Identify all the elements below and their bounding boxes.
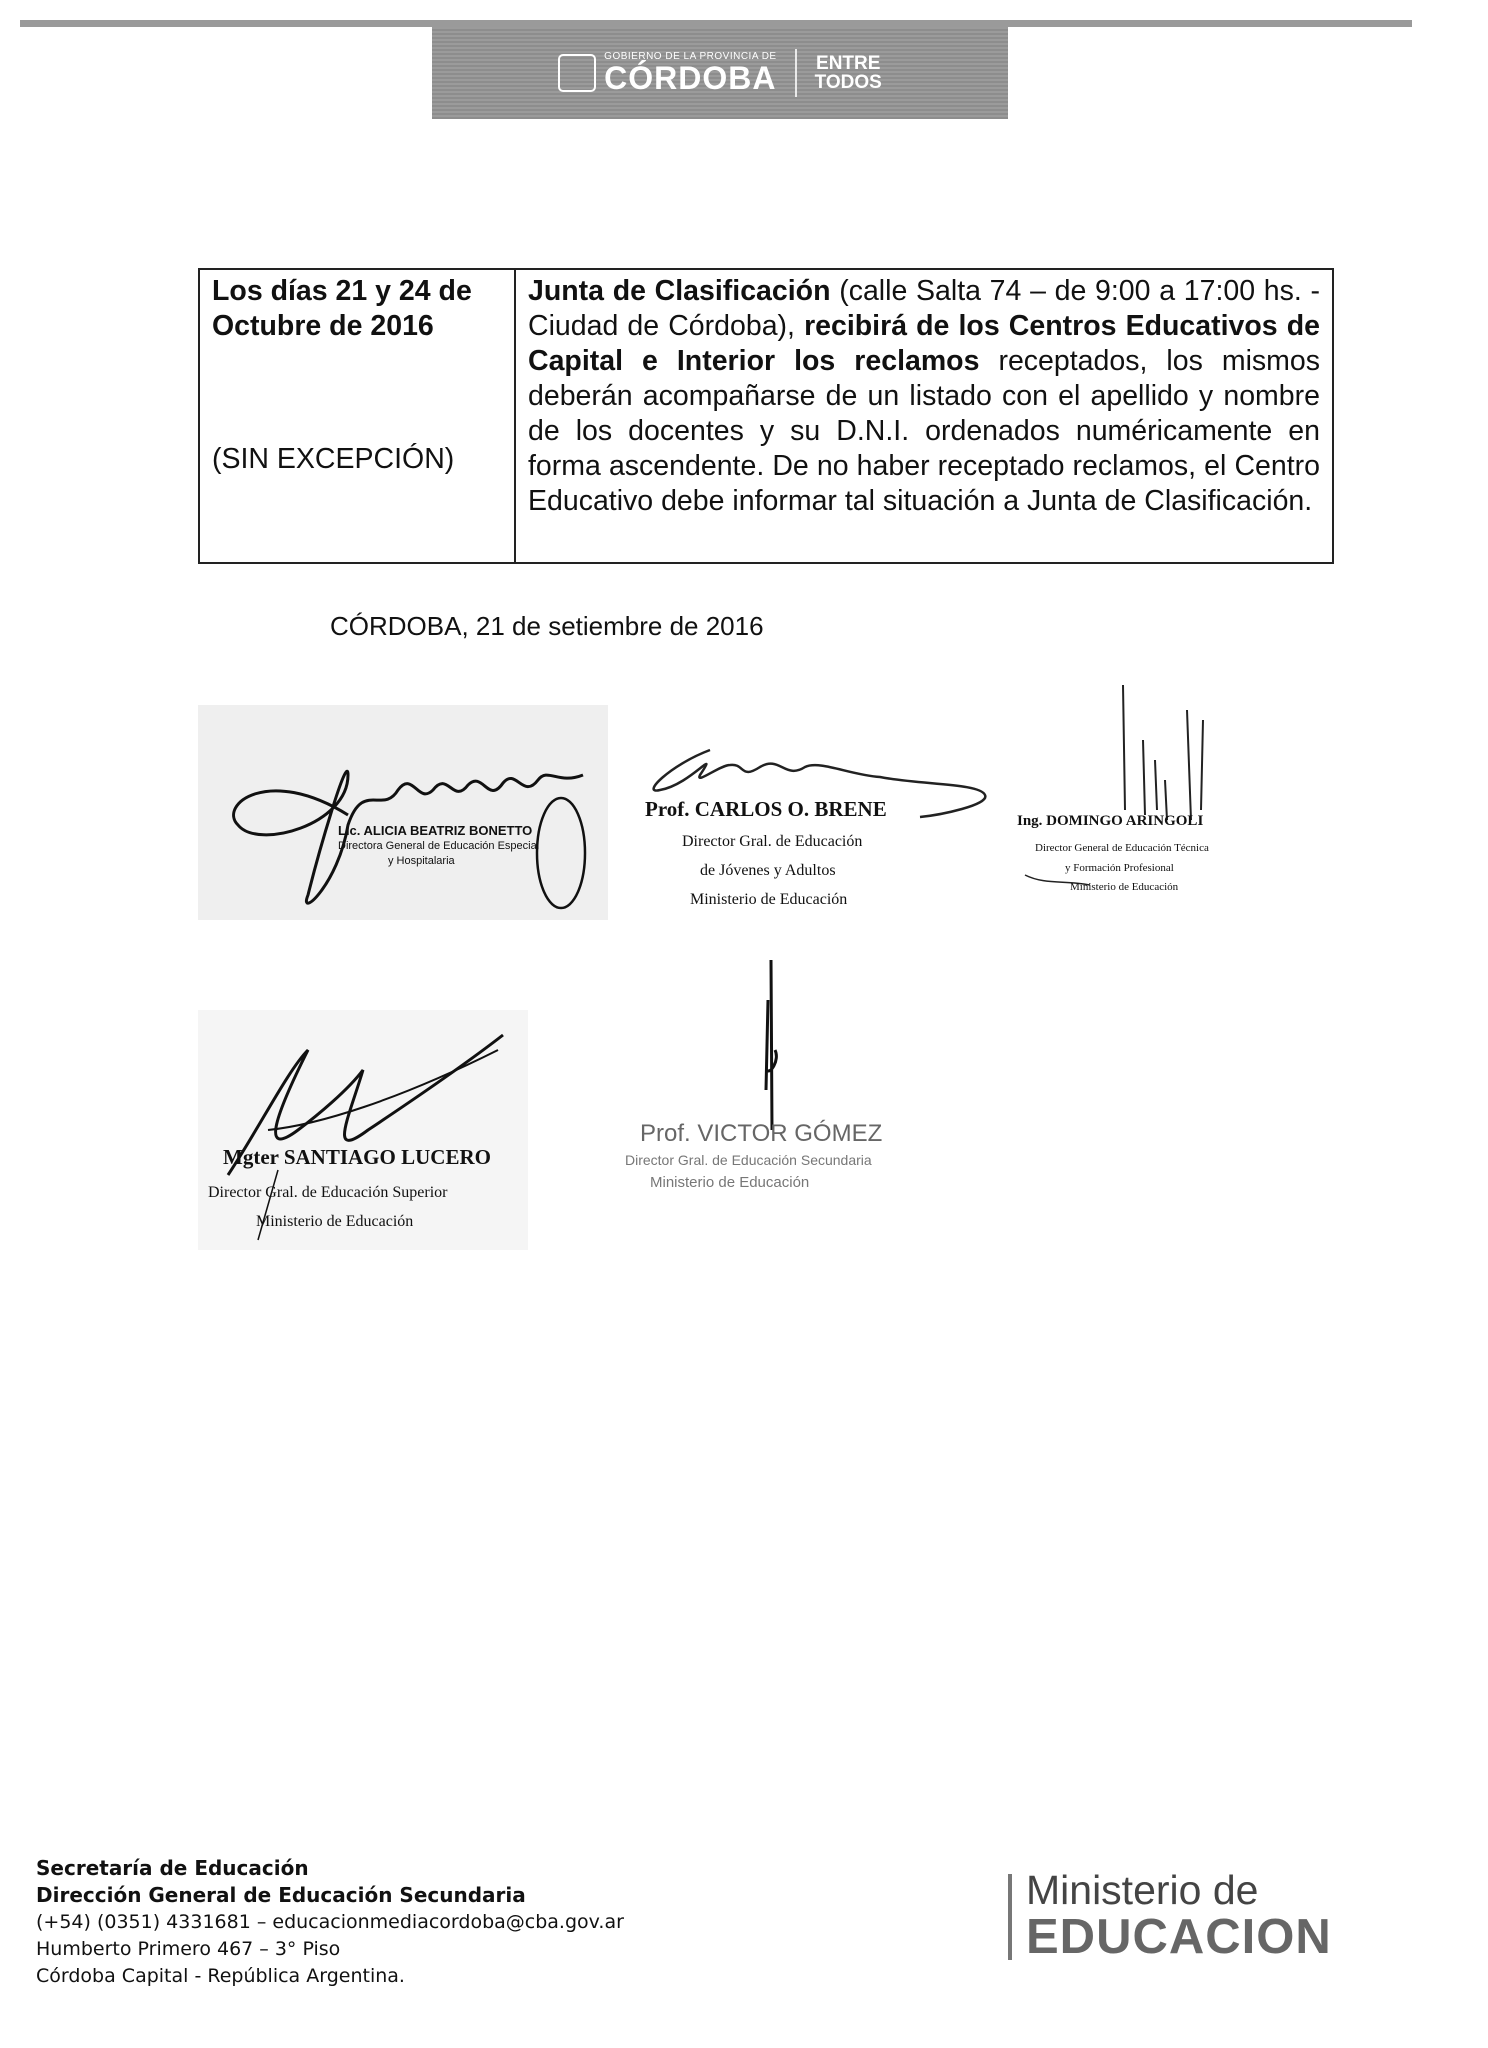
date-cell — [199, 269, 515, 563]
sig-lucero-name: Mgter SANTIAGO LUCERO — [223, 1145, 491, 1169]
sig-aringoli-ministry: Ministerio de Educación — [1070, 881, 1179, 893]
exception-note: (SIN EXCEPCIÓN) — [212, 443, 455, 475]
dates-text: Los días 21 y 24 de Octubre de 2016 — [212, 275, 472, 342]
handwritten-signature-icon — [198, 705, 608, 920]
desc-part-3: recibirá de los Centros Educativos de Capital e Interior los reclamos — [528, 310, 1320, 377]
desc-part-2: (calle Salta 74 – de 9:00 a 17:00 hs. - Ciudad de Córdoba), — [528, 275, 1320, 342]
signature-brene — [620, 705, 1000, 920]
sig-bonetto-name: Lic. ALICIA BEATRIZ BONETTO — [338, 823, 533, 838]
header-banner — [432, 27, 1008, 119]
sig-lucero-title: Director Gral. de Educación Superior — [208, 1184, 448, 1201]
footer-phone-email: (+54) (0351) 4331681 – educacionmediacordoba@cba.gov.ar — [36, 1911, 624, 1933]
signature-gomez — [620, 960, 900, 1210]
footer-directorate: Dirección General de Educación Secundaria — [36, 1883, 526, 1907]
sig-aringoli-name: Ing. DOMINGO ARINGOLI — [1017, 813, 1204, 829]
sig-gomez-title: Director Gral. de Educación Secundaria — [625, 1152, 872, 1168]
sig-aringoli-title2: y Formación Profesional — [1065, 862, 1174, 874]
footer-contact — [36, 1855, 624, 1990]
footer-secretariat: Secretaría de Educación — [36, 1856, 309, 1880]
sig-lucero-ministry: Ministerio de Educación — [256, 1213, 414, 1230]
logo-divider — [795, 49, 797, 97]
table-row — [199, 269, 1333, 563]
ministry-logo-bottom: EDUCACION — [1026, 1910, 1332, 1964]
tagline-line2: TODOS — [814, 72, 882, 93]
footer-city: Córdoba Capital - República Argentina. — [36, 1965, 405, 1987]
coat-of-arms-icon — [558, 54, 596, 92]
signature-bonetto — [198, 705, 608, 920]
sig-brene-name: Prof. CARLOS O. BRENE — [645, 797, 887, 821]
cordoba-logo — [558, 49, 882, 97]
sig-brene-ministry: Ministerio de Educación — [690, 891, 848, 908]
ministry-logo — [1008, 1867, 1332, 1964]
description-cell — [515, 269, 1333, 563]
sig-brene-title2: de Jóvenes y Adultos — [700, 862, 836, 879]
sig-brene-title: Director Gral. de Educación — [682, 833, 863, 850]
sig-gomez-ministry: Ministerio de Educación — [650, 1174, 810, 1191]
logo-bar — [1008, 1874, 1012, 1960]
tagline-line1: ENTRE — [816, 53, 881, 74]
sig-gomez-name: Prof. VICTOR GÓMEZ — [640, 1120, 883, 1147]
signature-aringoli — [1005, 680, 1305, 920]
desc-part-4: receptados, los mismos deberán acompañarse de un listado con el apellido y nombre de los docentes y su D.N.I. ordenados numéricamente en forma ascendente. De no haber receptado reclamos, el Centro Educativo debe informar tal situación a Junta de Clasificación. — [528, 345, 1320, 517]
top-rule — [20, 20, 1412, 27]
place-date: CÓRDOBA, 21 de setiembre de 2016 — [330, 611, 764, 641]
logo-small-text: GOBIERNO DE LA PROVINCIA DE — [604, 51, 777, 62]
logo-brand-text: CÓRDOBA — [604, 60, 777, 96]
desc-part-1: Junta de Clasificación — [528, 275, 831, 307]
sig-aringoli-title: Director General de Educación Técnica — [1035, 842, 1209, 854]
handwritten-signature-icon — [620, 960, 900, 1210]
sig-bonetto-title: Directora General de Educación Especial — [338, 840, 540, 852]
signature-lucero — [198, 1010, 528, 1250]
footer-address: Humberto Primero 467 – 3° Piso — [36, 1938, 341, 1960]
schedule-table — [198, 268, 1334, 564]
logo-tagline — [815, 54, 882, 92]
sig-bonetto-title2: y Hospitalaria — [388, 855, 455, 867]
ministry-logo-top: Ministerio de — [1026, 1867, 1259, 1913]
